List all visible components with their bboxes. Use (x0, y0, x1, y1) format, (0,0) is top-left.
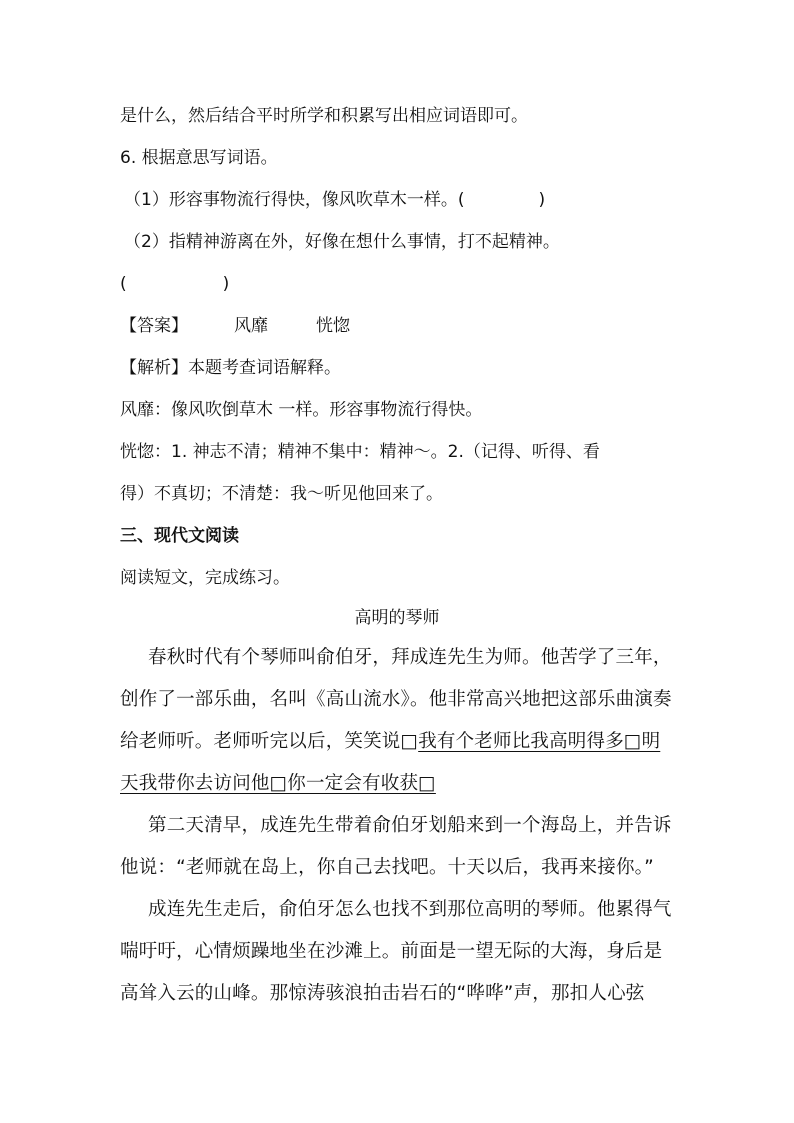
underlined-sentence: 天我带你去访问他□你一定会有收获□ (120, 773, 436, 794)
story-paragraph-1-line-2 (120, 688, 680, 712)
paren-close: ) (538, 190, 546, 210)
text-line: 喘吁吁，心情烦躁地坐在沙滩上。前面是一望无际的大海，身后是 (120, 941, 663, 962)
text-line: 阅读短文，完成练习。 (120, 568, 290, 588)
text-line: 春秋时代有个琴师叫俞伯牙，拜成连先生为师。他苦学了三年， (148, 647, 672, 668)
explanation-continuation (120, 104, 680, 128)
fengmi-definition (120, 398, 680, 422)
text-line: 恍惚：1. 神志不清；精神不集中：精神～。2.（记得、听得、看 (120, 442, 600, 462)
question-6-title (120, 146, 680, 170)
huanghu-definition-line-1 (120, 440, 680, 464)
text-line: 6. 根据意思写词语。 (120, 148, 278, 168)
text-line: 高耸入云的山峰。那惊涛骇浪拍击岩石的“哗哗”声，那扣人心弦 (120, 983, 645, 1004)
huanghu-definition-line-2 (120, 482, 680, 506)
title-text: 高明的琴师 (354, 608, 440, 628)
question-6-item-2 (124, 230, 684, 254)
answer-label: 【答案】 (120, 316, 188, 336)
text-line: 是什么，然后结合平时所学和积累写出相应词语即可。 (120, 106, 528, 126)
story-paragraph-3-line-2 (120, 940, 680, 964)
answer-word-2: 恍惚 (316, 316, 350, 336)
underlined-sentence: 我有个老师比我高明得多□明 (418, 731, 661, 752)
story-paragraph-1-line-3 (120, 730, 680, 754)
answer-word-1: 风靡 (234, 316, 268, 336)
text-line: 他说：“老师就在岛上，你自己去找吧。十天以后，我再来接你。” (120, 857, 654, 878)
story-paragraph-3-line-3 (120, 982, 680, 1006)
text-line: 给老师听。老师听完以后，笑笑说□ (120, 731, 419, 752)
story-paragraph-1-line-4 (120, 772, 680, 796)
paren-open: ( (120, 274, 127, 294)
story-paragraph-2-line-2 (120, 856, 680, 880)
text-line: 成连先生走后，俞伯牙怎么也找不到那位高明的琴师。他累得气 (148, 899, 672, 920)
analysis-line (120, 356, 680, 380)
text-line: 得）不真切；不清楚：我～听见他回来了。 (120, 484, 443, 504)
text-line: 风靡：像风吹倒草木 一样。形容事物流行得快。 (120, 400, 483, 420)
paren-close: ) (222, 274, 230, 294)
story-title (0, 606, 794, 630)
story-paragraph-3-line-1 (148, 898, 708, 922)
text-line: 第二天清早，成连先生带着俞伯牙划船来到一个海岛上，并告诉 (148, 815, 672, 836)
story-paragraph-2-line-1 (148, 814, 708, 838)
question-6-item-1 (124, 188, 684, 212)
text-line: 【解析】本题考查词语解释。 (120, 358, 341, 378)
heading-text: 三、现代文阅读 (120, 526, 239, 546)
text-line: 创作了一部乐曲，名叫《高山流水》。他非常高兴地把这部乐曲演奏 (120, 689, 672, 710)
story-paragraph-1-line-1 (148, 646, 708, 670)
section-heading (120, 524, 680, 548)
question-6-item-2-blank (120, 272, 680, 296)
question-text: （2）指精神游离在外，好像在想什么事情，打不起精神。 (124, 232, 560, 252)
reading-instruction (120, 566, 680, 590)
answer-line (120, 314, 680, 338)
question-text: （1）形容事物流行得快，像风吹草木一样。( (124, 190, 465, 210)
